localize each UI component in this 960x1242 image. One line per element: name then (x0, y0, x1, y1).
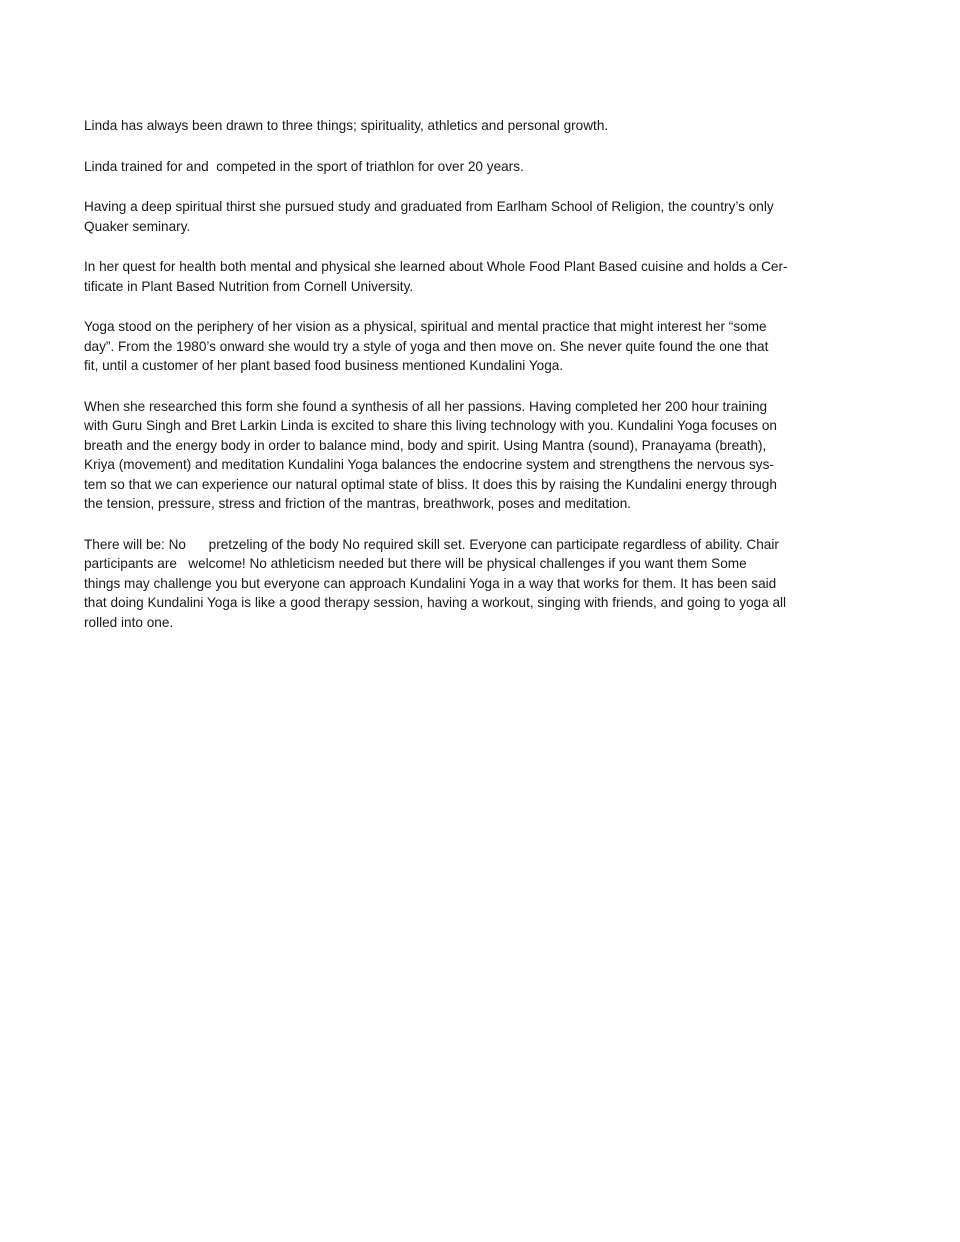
paragraph-religion (84, 197, 844, 236)
text-line: In her quest for health both mental and physical she learned about Whole Food Plant Based cuisine and holds a Cer- (84, 259, 788, 274)
text-line: day”. From the 1980’s onward she would try a style of yoga and then move on. She never quite found the one that (84, 338, 769, 354)
text-line: Linda trained for and competed in the sport of triathlon for over 20 years. (84, 158, 524, 174)
text-line: the tension, pressure, stress and friction of the mantras, breathwork, poses and meditation. (84, 496, 632, 511)
text-line: Having a deep spiritual thirst she pursued study and graduated from Earlham School of Religion, the country’s only (84, 199, 774, 214)
text-line: When she researched this form she found a synthesis of all her passions. Having completed her 200 hour training (84, 398, 768, 414)
text-line: with Guru Singh and Bret Larkin Linda is excited to share this living technology with you. Kundalini Yoga focuses on (84, 418, 777, 433)
text-line: rolled into one. (84, 614, 174, 630)
text-line: Quaker seminary. (84, 218, 191, 234)
text-line: breath and the energy body in order to balance mind, body and spirit. Using Mantra (sound), Pranayama (breath), (84, 437, 767, 453)
text-line: participants are welcome! No athleticism needed but there will be physical challenges if you want them Some (84, 556, 747, 571)
text-line: tificate in Plant Based Nutrition from Cornell University. (84, 278, 414, 294)
text-line: fit, until a customer of her plant based food business mentioned Kundalini Yoga. (84, 358, 564, 373)
paragraph-nutrition (84, 257, 844, 296)
text-line: tem so that we can experience our natural optimal state of bliss. It does this by raising the Kundalini energy through (84, 476, 777, 492)
paragraph-yoga-history (84, 317, 844, 376)
text-line: There will be: No pretzeling of the body No required skill set. Everyone can participate regardless of ability. Chair (84, 536, 779, 552)
paragraph-intro (84, 116, 844, 136)
document-body (84, 116, 844, 653)
text-line: Linda has always been drawn to three things; spirituality, athletics and personal growth. (84, 118, 609, 133)
paragraph-kundalini-training (84, 397, 844, 514)
text-line: Yoga stood on the periphery of her vision as a physical, spiritual and mental practice that might interest her “some (84, 319, 767, 334)
text-line: that doing Kundalini Yoga is like a good therapy session, having a workout, singing with friends, and going to yoga all (84, 595, 787, 610)
paragraph-triathlon (84, 157, 844, 177)
text-line: Kriya (movement) and meditation Kundalini Yoga balances the endocrine system and strengthens the nervous sys- (84, 457, 774, 472)
paragraph-what-to-expect (84, 535, 844, 633)
text-line: things may challenge you but everyone can approach Kundalini Yoga in a way that works for them. It has been said (84, 575, 777, 591)
